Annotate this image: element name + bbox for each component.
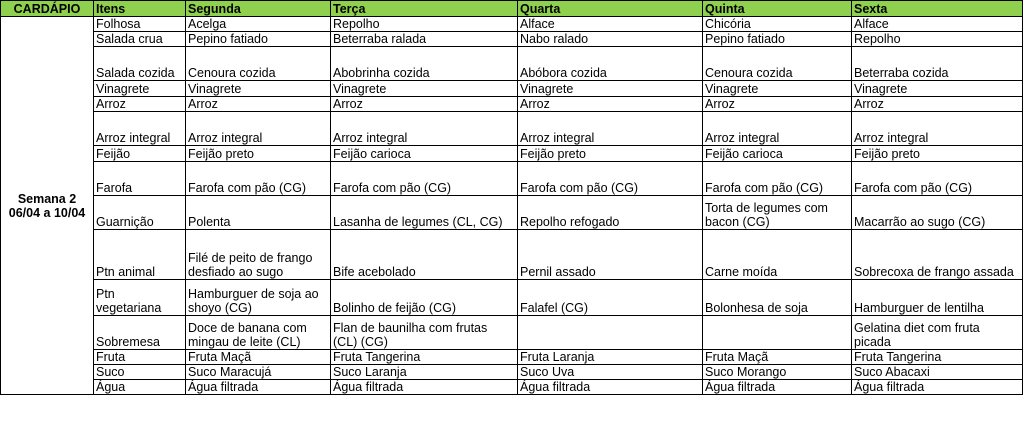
menu-cell: Pepino fatiado — [186, 32, 331, 47]
menu-cell: Falafel (CG) — [518, 280, 703, 316]
header-day-segunda: Segunda — [186, 1, 331, 17]
menu-cell: Pepino fatiado — [703, 32, 852, 47]
menu-cell: Beterraba cozida — [852, 47, 1023, 81]
menu-cell: Farofa com pão (CG) — [518, 162, 703, 196]
item-label: Ptn animal — [94, 230, 186, 280]
item-label: Farofa — [94, 162, 186, 196]
item-label: Salada cozida — [94, 47, 186, 81]
header-row — [1, 1, 1023, 17]
table-row — [1, 230, 1023, 280]
menu-cell: Água filtrada — [703, 380, 852, 395]
table-row — [1, 280, 1023, 316]
menu-cell: Suco Maracujá — [186, 365, 331, 380]
menu-cell: Vinagrete — [518, 81, 703, 97]
item-label: Arroz — [94, 97, 186, 112]
item-label: Fruta — [94, 350, 186, 365]
menu-cell: Arroz — [703, 97, 852, 112]
menu-cell: Repolho — [331, 17, 518, 32]
table-row — [1, 81, 1023, 97]
menu-cell: Fruta Tangerina — [852, 350, 1023, 365]
menu-cell: Beterraba ralada — [331, 32, 518, 47]
menu-cell: Feijão preto — [186, 146, 331, 162]
menu-cell: Farofa com pão (CG) — [703, 162, 852, 196]
menu-cell: Fruta Laranja — [518, 350, 703, 365]
menu-cell: Repolho refogado — [518, 196, 703, 230]
menu-cell: Sobrecoxa de frango assada — [852, 230, 1023, 280]
menu-cell: Farofa com pão (CG) — [186, 162, 331, 196]
menu-cell: Bolinho de feijão (CG) — [331, 280, 518, 316]
menu-cell: Arroz — [852, 97, 1023, 112]
table-row — [1, 365, 1023, 380]
item-label: Feijão — [94, 146, 186, 162]
table-row — [1, 32, 1023, 47]
menu-cell: Lasanha de legumes (CL, CG) — [331, 196, 518, 230]
menu-cell: Pernil assado — [518, 230, 703, 280]
menu-cell: Farofa com pão (CG) — [331, 162, 518, 196]
item-label: Vinagrete — [94, 81, 186, 97]
menu-cell: Repolho — [852, 32, 1023, 47]
menu-cell: Hamburguer de soja ao shoyo (CG) — [186, 280, 331, 316]
menu-cell: Chicória — [703, 17, 852, 32]
menu-cell: Acelga — [186, 17, 331, 32]
menu-cell: Suco Morango — [703, 365, 852, 380]
menu-body — [1, 17, 1023, 395]
header-day-sexta: Sexta — [852, 1, 1023, 17]
item-label: Salada crua — [94, 32, 186, 47]
header-day-quarta: Quarta — [518, 1, 703, 17]
menu-cell: Fruta Tangerina — [331, 350, 518, 365]
menu-cell: Macarrão ao sugo (CG) — [852, 196, 1023, 230]
item-label: Folhosa — [94, 17, 186, 32]
menu-cell: Torta de legumes com bacon (CG) — [703, 196, 852, 230]
menu-cell — [703, 316, 852, 350]
menu-cell: Cenoura cozida — [703, 47, 852, 81]
menu-cell: Arroz — [518, 97, 703, 112]
menu-cell: Feijão carioca — [331, 146, 518, 162]
table-row — [1, 196, 1023, 230]
menu-cell: Vinagrete — [852, 81, 1023, 97]
menu-cell: Filé de peito de frango desfiado ao sugo — [186, 230, 331, 280]
menu-cell: Suco Uva — [518, 365, 703, 380]
menu-cell: Abóbora cozida — [518, 47, 703, 81]
menu-cell: Fruta Maçã — [186, 350, 331, 365]
menu-cell: Água filtrada — [331, 380, 518, 395]
menu-cell: Arroz integral — [331, 112, 518, 146]
menu-cell: Nabo ralado — [518, 32, 703, 47]
menu-cell: Feijão preto — [852, 146, 1023, 162]
menu-cell: Arroz integral — [703, 112, 852, 146]
menu-cell: Flan de baunilha com frutas (CL) (CG) — [331, 316, 518, 350]
header-day-terca: Terça — [331, 1, 518, 17]
week-label: Semana 2 — [17, 191, 77, 206]
header-cardapio: CARDÁPIO — [1, 1, 94, 17]
menu-cell: Arroz — [186, 97, 331, 112]
table-row — [1, 316, 1023, 350]
menu-cell: Farofa com pão (CG) — [852, 162, 1023, 196]
table-row — [1, 146, 1023, 162]
menu-cell: Gelatina diet com fruta picada — [852, 316, 1023, 350]
item-label: Suco — [94, 365, 186, 380]
menu-cell: Alface — [852, 17, 1023, 32]
header-day-quinta: Quinta — [703, 1, 852, 17]
item-label: Arroz integral — [94, 112, 186, 146]
item-label: Sobremesa — [94, 316, 186, 350]
menu-cell: Arroz integral — [518, 112, 703, 146]
menu-cell: Bolonhesa de soja — [703, 280, 852, 316]
menu-cell: Água filtrada — [186, 380, 331, 395]
item-label: Guarnição — [94, 196, 186, 230]
menu-cell: Arroz integral — [186, 112, 331, 146]
table-row — [1, 350, 1023, 365]
menu-cell: Hamburguer de lentilha — [852, 280, 1023, 316]
menu-cell: Feijão carioca — [703, 146, 852, 162]
table-row — [1, 112, 1023, 146]
week-cell — [1, 17, 94, 395]
table-row — [1, 380, 1023, 395]
menu-cell: Arroz integral — [852, 112, 1023, 146]
menu-cell: Arroz — [331, 97, 518, 112]
week-dates: 06/04 a 10/04 — [8, 205, 86, 220]
menu-cell: Cenoura cozida — [186, 47, 331, 81]
menu-cell — [518, 316, 703, 350]
menu-cell: Suco Laranja — [331, 365, 518, 380]
menu-cell: Fruta Maçã — [703, 350, 852, 365]
menu-cell: Vinagrete — [331, 81, 518, 97]
menu-cell: Feijão preto — [518, 146, 703, 162]
menu-cell: Carne moída — [703, 230, 852, 280]
menu-cell: Água filtrada — [518, 380, 703, 395]
item-label: Água — [94, 380, 186, 395]
menu-cell: Água filtrada — [852, 380, 1023, 395]
table-row — [1, 97, 1023, 112]
table-row — [1, 162, 1023, 196]
menu-cell: Abobrinha cozida — [331, 47, 518, 81]
menu-cell: Suco Abacaxi — [852, 365, 1023, 380]
item-label: Ptn vegetariana — [94, 280, 186, 316]
menu-cell: Vinagrete — [703, 81, 852, 97]
table-row — [1, 17, 1023, 32]
header-itens: Itens — [94, 1, 186, 17]
menu-cell: Alface — [518, 17, 703, 32]
menu-cell: Polenta — [186, 196, 331, 230]
table-row — [1, 47, 1023, 81]
menu-cell: Bife acebolado — [331, 230, 518, 280]
menu-cell: Vinagrete — [186, 81, 331, 97]
menu-cell: Doce de banana com mingau de leite (CL) — [186, 316, 331, 350]
